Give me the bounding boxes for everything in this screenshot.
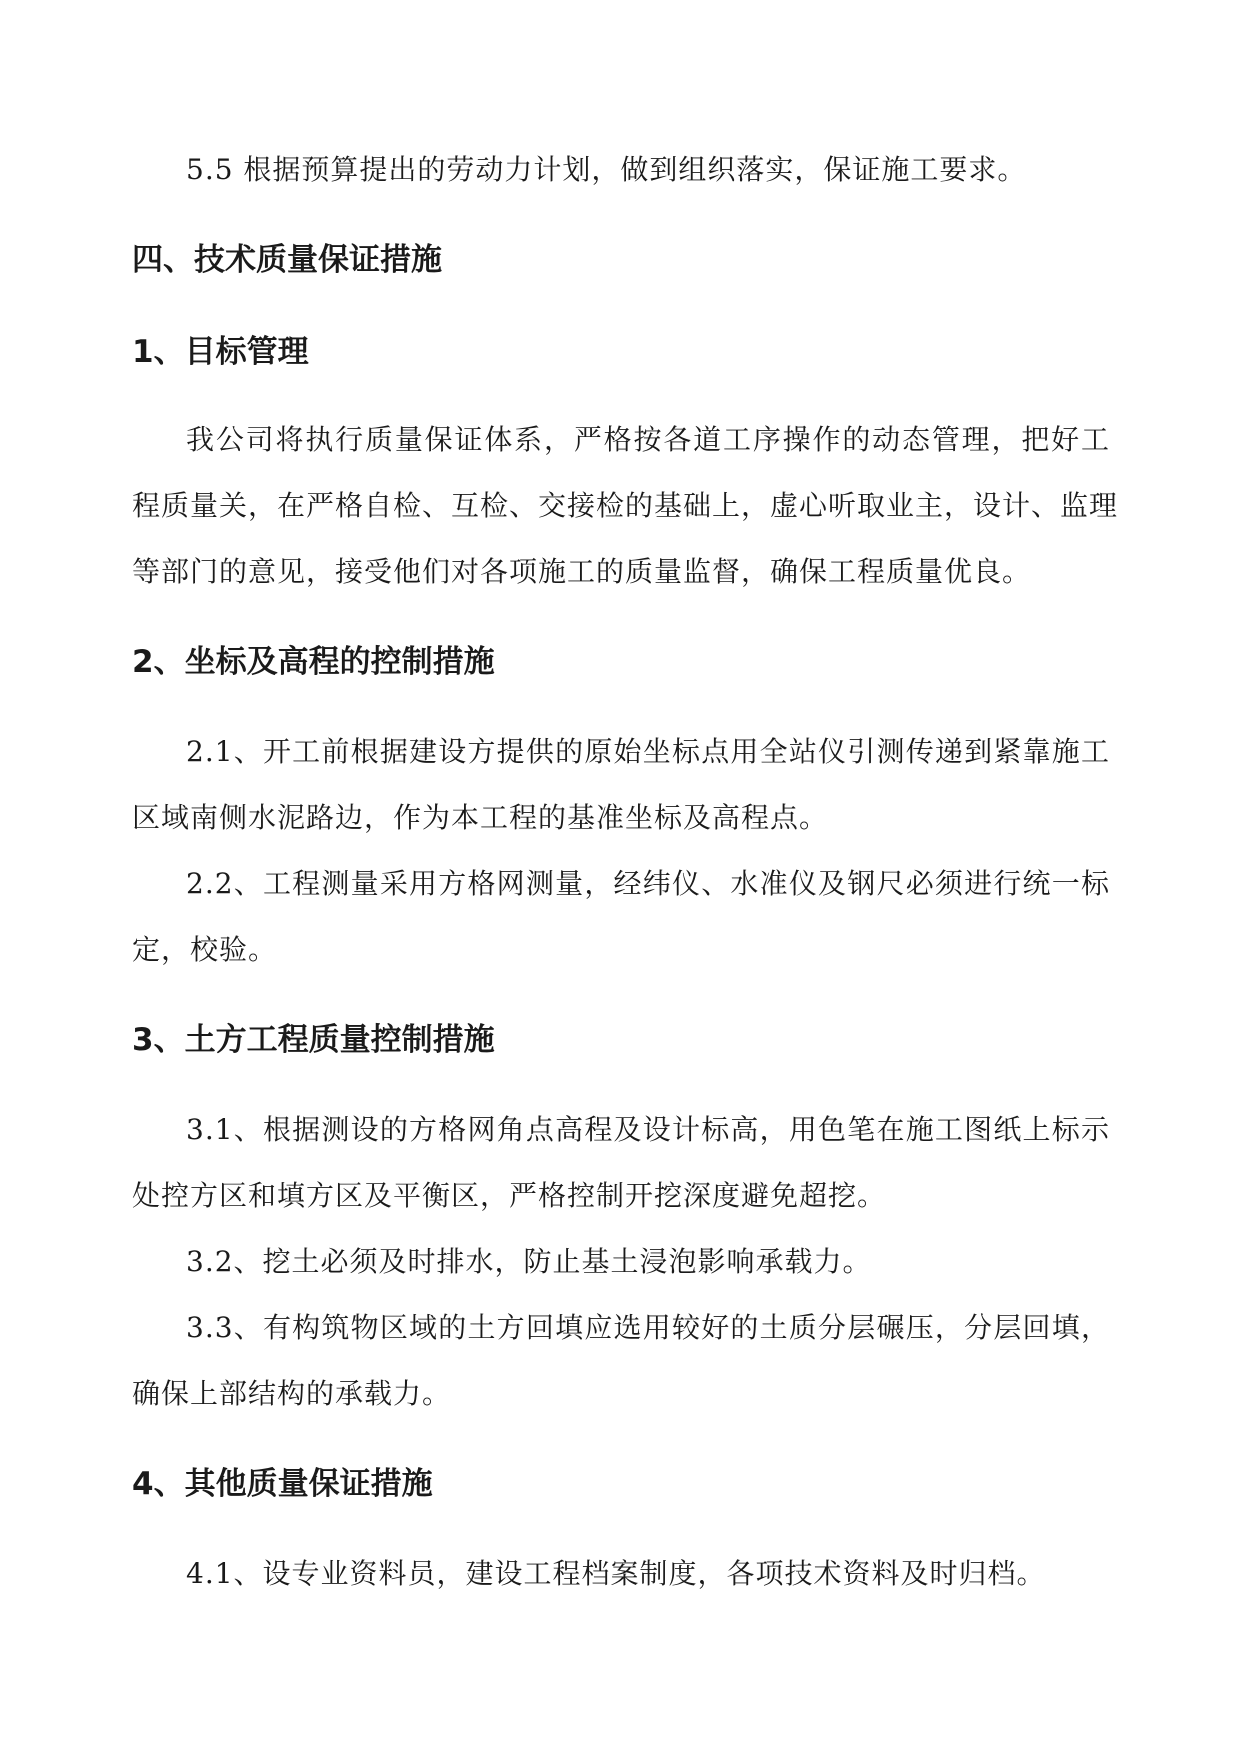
subheading-1: 1、目标管理 — [132, 334, 309, 370]
subheading-3: 3、土方工程质量控制措施 — [132, 1022, 495, 1058]
paragraph-4-1: 4.1、设专业资料员，建设工程档案制度，各项技术资料及时归档。 — [186, 1557, 1046, 1590]
paragraph-2-2-line-2: 定，校验。 — [132, 933, 278, 966]
paragraph-2-1-line-2: 区域南侧水泥路边，作为本工程的基准坐标及高程点。 — [132, 801, 829, 834]
paragraph-3-1-line-1: 3.1、根据测设的方格网角点高程及设计标高，用色笔在施工图纸上标示 — [186, 1113, 1110, 1146]
subheading-2: 2、坐标及高程的控制措施 — [132, 644, 495, 680]
paragraph-1-line-2: 程质量关，在严格自检、互检、交接检的基础上，虚心听取业主，设计、监理 — [132, 489, 1119, 522]
paragraph-3-3-line-2: 确保上部结构的承载力。 — [132, 1377, 452, 1410]
paragraph-3-3-line-1: 3.3、有构筑物区域的土方回填应选用较好的土质分层碾压，分层回填， — [186, 1311, 1110, 1344]
paragraph-2-1-line-1: 2.1、开工前根据建设方提供的原始坐标点用全站仪引测传递到紧靠施工 — [186, 735, 1110, 768]
paragraph-1-line-1: 我公司将执行质量保证体系，严格按各道工序操作的动态管理，把好工 — [186, 423, 1110, 456]
paragraph-2-2-line-1: 2.2、工程测量采用方格网测量，经纬仪、水准仪及钢尺必须进行统一标 — [186, 867, 1110, 900]
section-heading-4: 四、技术质量保证措施 — [132, 242, 442, 278]
paragraph-3-2: 3.2、挖土必须及时排水，防止基土浸泡影响承载力。 — [186, 1245, 872, 1278]
subheading-4: 4、其他质量保证措施 — [132, 1466, 433, 1502]
paragraph-3-1-line-2: 处控方区和填方区及平衡区，严格控制开挖深度避免超挖。 — [132, 1179, 887, 1212]
paragraph-5-5: 5.5 根据预算提出的劳动力计划，做到组织落实，保证施工要求。 — [186, 153, 1027, 186]
paragraph-1-line-3: 等部门的意见，接受他们对各项施工的质量监督，确保工程质量优良。 — [132, 555, 1032, 588]
